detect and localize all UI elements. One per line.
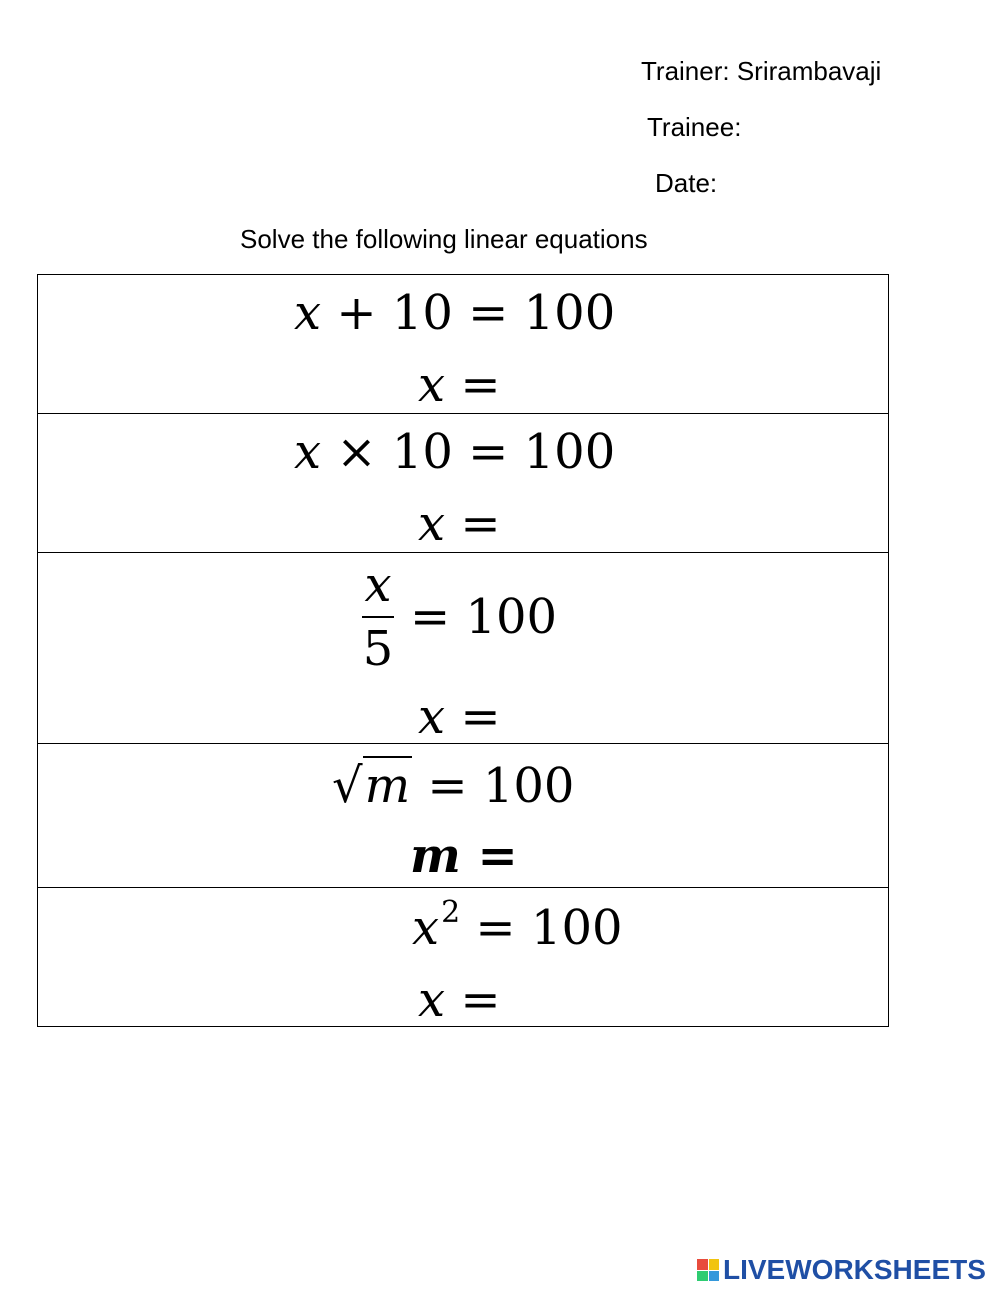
answer-line-5	[418, 972, 501, 1028]
equation-text: = 100	[412, 758, 575, 814]
answer-variable: x	[418, 689, 446, 745]
equation-2	[294, 424, 616, 480]
equation-text: = 100	[410, 589, 558, 645]
square-root	[332, 758, 412, 814]
radicand: m	[364, 758, 411, 814]
answer-variable: x	[418, 972, 446, 1028]
equation-4	[332, 758, 575, 814]
radical-sign: √	[332, 758, 363, 814]
liveworksheets-logo	[697, 1255, 986, 1285]
answer-equals: =	[445, 689, 501, 745]
answer-equals: =	[460, 828, 518, 884]
answer-variable: x	[418, 357, 446, 413]
date-label: Date:	[655, 168, 718, 198]
equation-1	[294, 285, 616, 341]
base: x	[412, 900, 440, 956]
equation-row-5	[38, 888, 888, 1028]
logo-text: LIVEWORKSHEETS	[723, 1254, 986, 1285]
equation-5	[412, 895, 623, 956]
answer-variable: m	[410, 828, 461, 884]
equation-row-2	[38, 414, 888, 553]
variable: x	[294, 285, 322, 341]
answer-line-1	[418, 357, 501, 413]
answer-variable: x	[418, 496, 446, 552]
fraction-bar	[362, 616, 394, 618]
answer-line-2	[418, 496, 501, 552]
fraction-denominator: 5	[362, 621, 394, 677]
instructions: Solve the following linear equations	[240, 224, 648, 254]
equation-text: + 10 = 100	[321, 285, 616, 341]
equation-text: × 10 = 100	[321, 424, 616, 480]
logo-icon	[697, 1259, 719, 1281]
answer-equals: =	[445, 496, 501, 552]
trainee-label: Trainee:	[647, 112, 742, 142]
exponent: 2	[441, 895, 461, 930]
trainer-label: Trainer: Srirambavaji	[641, 56, 882, 86]
equation-row-4	[38, 744, 888, 888]
fraction-numerator: x	[364, 557, 392, 613]
variable: x	[294, 424, 322, 480]
answer-equals: =	[445, 972, 501, 1028]
answer-equals: =	[445, 357, 501, 413]
equation-3-rhs	[410, 589, 558, 645]
answer-line-4	[410, 828, 518, 884]
equation-row-3	[38, 553, 888, 744]
equation-text: = 100	[460, 900, 623, 956]
equation-row-1	[38, 275, 888, 414]
answer-line-3	[418, 689, 501, 745]
equations-table	[37, 274, 889, 1027]
